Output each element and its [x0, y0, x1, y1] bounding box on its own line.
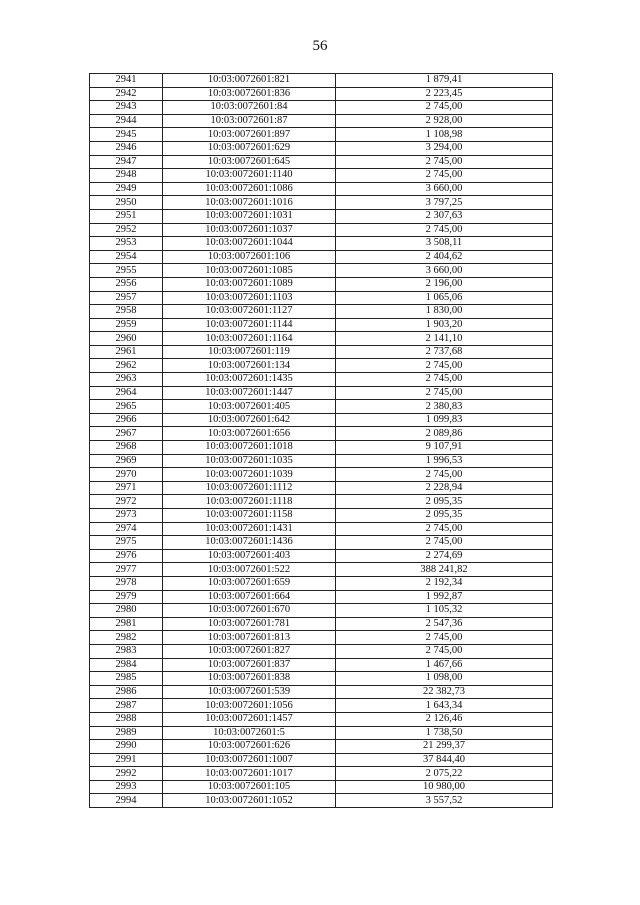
- value-cell: 1 992,87: [336, 590, 553, 604]
- value-cell: 37 844,40: [336, 753, 553, 767]
- value-cell: 1 098,00: [336, 672, 553, 686]
- row-number-cell: 2971: [90, 481, 163, 495]
- cadastral-number-cell: 10:03:0072601:1431: [163, 522, 336, 536]
- table-row: [90, 141, 553, 155]
- row-number-cell: 2942: [90, 87, 163, 101]
- cadastral-number-cell: 10:03:0072601:1158: [163, 509, 336, 523]
- cadastral-number-cell: 10:03:0072601:629: [163, 141, 336, 155]
- row-number-cell: 2948: [90, 169, 163, 183]
- row-number-cell: 2985: [90, 672, 163, 686]
- cadastral-number-cell: 10:03:0072601:522: [163, 563, 336, 577]
- cadastral-number-cell: 10:03:0072601:1018: [163, 441, 336, 455]
- row-number-cell: 2957: [90, 291, 163, 305]
- row-number-cell: 2988: [90, 712, 163, 726]
- value-cell: 2 274,69: [336, 549, 553, 563]
- cadastral-number-cell: 10:03:0072601:1044: [163, 237, 336, 251]
- value-cell: 2 095,35: [336, 495, 553, 509]
- value-cell: 3 660,00: [336, 264, 553, 278]
- cadastral-number-cell: 10:03:0072601:1127: [163, 305, 336, 319]
- row-number-cell: 2943: [90, 101, 163, 115]
- row-number-cell: 2944: [90, 114, 163, 128]
- row-number-cell: 2945: [90, 128, 163, 142]
- cadastral-number-cell: 10:03:0072601:84: [163, 101, 336, 115]
- value-cell: 3 557,52: [336, 794, 553, 808]
- value-cell: 1 108,98: [336, 128, 553, 142]
- row-number-cell: 2990: [90, 740, 163, 754]
- table-row: [90, 196, 553, 210]
- value-cell: 10 980,00: [336, 780, 553, 794]
- table-row: [90, 264, 553, 278]
- row-number-cell: 2955: [90, 264, 163, 278]
- cadastral-number-cell: 10:03:0072601:1017: [163, 767, 336, 781]
- value-cell: 1 903,20: [336, 318, 553, 332]
- table-row: [90, 590, 553, 604]
- value-cell: 2 745,00: [336, 373, 553, 387]
- value-cell: 2 547,36: [336, 617, 553, 631]
- value-cell: 2 089,86: [336, 427, 553, 441]
- table-row: [90, 753, 553, 767]
- table-row: [90, 699, 553, 713]
- row-number-cell: 2975: [90, 536, 163, 550]
- value-cell: 2 745,00: [336, 359, 553, 373]
- value-cell: 3 294,00: [336, 141, 553, 155]
- row-number-cell: 2967: [90, 427, 163, 441]
- row-number-cell: 2989: [90, 726, 163, 740]
- cadastral-number-cell: 10:03:0072601:642: [163, 413, 336, 427]
- table-row: [90, 427, 553, 441]
- table-row: [90, 101, 553, 115]
- row-number-cell: 2956: [90, 277, 163, 291]
- table-row: [90, 495, 553, 509]
- cadastral-number-cell: 10:03:0072601:405: [163, 400, 336, 414]
- row-number-cell: 2963: [90, 373, 163, 387]
- value-cell: 2 228,94: [336, 481, 553, 495]
- row-number-cell: 2961: [90, 345, 163, 359]
- value-cell: 2 745,00: [336, 155, 553, 169]
- table-row: [90, 740, 553, 754]
- table-row: [90, 291, 553, 305]
- value-cell: 2 737,68: [336, 345, 553, 359]
- row-number-cell: 2952: [90, 223, 163, 237]
- row-number-cell: 2981: [90, 617, 163, 631]
- cadastral-number-cell: 10:03:0072601:1447: [163, 386, 336, 400]
- value-cell: 1 105,32: [336, 604, 553, 618]
- table-row: [90, 712, 553, 726]
- table-row: [90, 114, 553, 128]
- row-number-cell: 2954: [90, 250, 163, 264]
- value-cell: 2 745,00: [336, 169, 553, 183]
- table-row: [90, 726, 553, 740]
- cadastral-number-cell: 10:03:0072601:838: [163, 672, 336, 686]
- table-row: [90, 454, 553, 468]
- table-row: [90, 794, 553, 808]
- row-number-cell: 2958: [90, 305, 163, 319]
- cadastral-number-cell: 10:03:0072601:670: [163, 604, 336, 618]
- cadastral-number-cell: 10:03:0072601:827: [163, 644, 336, 658]
- row-number-cell: 2986: [90, 685, 163, 699]
- row-number-cell: 2974: [90, 522, 163, 536]
- cadastral-number-cell: 10:03:0072601:626: [163, 740, 336, 754]
- row-number-cell: 2951: [90, 209, 163, 223]
- table-row: [90, 522, 553, 536]
- table-row: [90, 169, 553, 183]
- cadastral-number-cell: 10:03:0072601:837: [163, 658, 336, 672]
- row-number-cell: 2994: [90, 794, 163, 808]
- value-cell: 2 192,34: [336, 576, 553, 590]
- row-number-cell: 2984: [90, 658, 163, 672]
- table-row: [90, 400, 553, 414]
- cadastral-number-cell: 10:03:0072601:1037: [163, 223, 336, 237]
- value-cell: 2 095,35: [336, 509, 553, 523]
- row-number-cell: 2991: [90, 753, 163, 767]
- value-cell: 21 299,37: [336, 740, 553, 754]
- cadastral-number-cell: 10:03:0072601:1457: [163, 712, 336, 726]
- row-number-cell: 2968: [90, 441, 163, 455]
- page-number: 56: [312, 38, 328, 54]
- value-cell: 2 380,83: [336, 400, 553, 414]
- value-cell: 1 738,50: [336, 726, 553, 740]
- cadastral-number-cell: 10:03:0072601:1035: [163, 454, 336, 468]
- value-cell: 388 241,82: [336, 563, 553, 577]
- table-row: [90, 441, 553, 455]
- cadastral-number-cell: 10:03:0072601:1112: [163, 481, 336, 495]
- row-number-cell: 2966: [90, 413, 163, 427]
- row-number-cell: 2946: [90, 141, 163, 155]
- row-number-cell: 2983: [90, 644, 163, 658]
- row-number-cell: 2992: [90, 767, 163, 781]
- row-number-cell: 2972: [90, 495, 163, 509]
- value-cell: 2 126,46: [336, 712, 553, 726]
- cadastral-number-cell: 10:03:0072601:105: [163, 780, 336, 794]
- cadastral-number-cell: 10:03:0072601:1052: [163, 794, 336, 808]
- value-cell: 2 223,45: [336, 87, 553, 101]
- value-cell: 2 928,00: [336, 114, 553, 128]
- table-row: [90, 413, 553, 427]
- value-cell: 2 745,00: [336, 386, 553, 400]
- value-cell: 1 065,06: [336, 291, 553, 305]
- value-cell: 3 797,25: [336, 196, 553, 210]
- row-number-cell: 2979: [90, 590, 163, 604]
- table-row: [90, 318, 553, 332]
- cadastral-number-cell: 10:03:0072601:1118: [163, 495, 336, 509]
- row-number-cell: 2978: [90, 576, 163, 590]
- table-row: [90, 672, 553, 686]
- table-row: [90, 128, 553, 142]
- table-row: [90, 644, 553, 658]
- value-cell: 2 745,00: [336, 536, 553, 550]
- table-row: [90, 617, 553, 631]
- value-cell: 2 745,00: [336, 631, 553, 645]
- cadastral-number-cell: 10:03:0072601:659: [163, 576, 336, 590]
- cadastral-number-cell: 10:03:0072601:1144: [163, 318, 336, 332]
- table-row: [90, 250, 553, 264]
- cadastral-number-cell: 10:03:0072601:1007: [163, 753, 336, 767]
- cadastral-number-cell: 10:03:0072601:897: [163, 128, 336, 142]
- cadastral-number-cell: 10:03:0072601:1435: [163, 373, 336, 387]
- cadastral-number-cell: 10:03:0072601:119: [163, 345, 336, 359]
- table-row: [90, 74, 553, 88]
- table-body: [90, 74, 553, 808]
- row-number-cell: 2950: [90, 196, 163, 210]
- table-row: [90, 631, 553, 645]
- value-cell: 2 745,00: [336, 522, 553, 536]
- table-row: [90, 481, 553, 495]
- row-number-cell: 2964: [90, 386, 163, 400]
- value-cell: 1 996,53: [336, 454, 553, 468]
- table-row: [90, 237, 553, 251]
- value-cell: 2 745,00: [336, 644, 553, 658]
- table-row: [90, 209, 553, 223]
- value-cell: 1 643,34: [336, 699, 553, 713]
- table-row: [90, 223, 553, 237]
- row-number-cell: 2960: [90, 332, 163, 346]
- table-row: [90, 155, 553, 169]
- value-cell: 2 745,00: [336, 101, 553, 115]
- value-cell: 3 660,00: [336, 182, 553, 196]
- row-number-cell: 2941: [90, 74, 163, 88]
- cadastral-number-cell: 10:03:0072601:645: [163, 155, 336, 169]
- cadastral-number-cell: 10:03:0072601:1085: [163, 264, 336, 278]
- table-row: [90, 604, 553, 618]
- table-row: [90, 563, 553, 577]
- table-row: [90, 658, 553, 672]
- table-row: [90, 359, 553, 373]
- value-cell: 2 745,00: [336, 468, 553, 482]
- table-row: [90, 509, 553, 523]
- cadastral-number-cell: 10:03:0072601:656: [163, 427, 336, 441]
- table-row: [90, 332, 553, 346]
- row-number-cell: 2980: [90, 604, 163, 618]
- cadastral-number-cell: 10:03:0072601:1103: [163, 291, 336, 305]
- table-row: [90, 345, 553, 359]
- value-cell: 2 196,00: [336, 277, 553, 291]
- cadastral-number-cell: 10:03:0072601:1016: [163, 196, 336, 210]
- table-row: [90, 468, 553, 482]
- cadastral-number-cell: 10:03:0072601:106: [163, 250, 336, 264]
- table-row: [90, 536, 553, 550]
- table-row: [90, 386, 553, 400]
- cadastral-number-cell: 10:03:0072601:781: [163, 617, 336, 631]
- cadastral-number-cell: 10:03:0072601:539: [163, 685, 336, 699]
- value-cell: 2 404,62: [336, 250, 553, 264]
- cadastral-number-cell: 10:03:0072601:1164: [163, 332, 336, 346]
- row-number-cell: 2965: [90, 400, 163, 414]
- cadastral-number-cell: 10:03:0072601:1039: [163, 468, 336, 482]
- row-number-cell: 2993: [90, 780, 163, 794]
- cadastral-number-cell: 10:03:0072601:1086: [163, 182, 336, 196]
- row-number-cell: 2977: [90, 563, 163, 577]
- table-row: [90, 277, 553, 291]
- value-cell: 2 075,22: [336, 767, 553, 781]
- value-cell: 22 382,73: [336, 685, 553, 699]
- row-number-cell: 2953: [90, 237, 163, 251]
- row-number-cell: 2947: [90, 155, 163, 169]
- row-number-cell: 2969: [90, 454, 163, 468]
- row-number-cell: 2973: [90, 509, 163, 523]
- cadastral-number-cell: 10:03:0072601:403: [163, 549, 336, 563]
- value-cell: 2 307,63: [336, 209, 553, 223]
- value-cell: 1 467,66: [336, 658, 553, 672]
- value-cell: 2 141,10: [336, 332, 553, 346]
- cadastral-number-cell: 10:03:0072601:821: [163, 74, 336, 88]
- row-number-cell: 2962: [90, 359, 163, 373]
- cadastral-number-cell: 10:03:0072601:1436: [163, 536, 336, 550]
- cadastral-number-cell: 10:03:0072601:1140: [163, 169, 336, 183]
- table-row: [90, 685, 553, 699]
- row-number-cell: 2959: [90, 318, 163, 332]
- value-cell: 2 745,00: [336, 223, 553, 237]
- cadastral-table: [89, 73, 553, 808]
- cadastral-number-cell: 10:03:0072601:134: [163, 359, 336, 373]
- row-number-cell: 2987: [90, 699, 163, 713]
- row-number-cell: 2982: [90, 631, 163, 645]
- table-row: [90, 373, 553, 387]
- cadastral-number-cell: 10:03:0072601:1089: [163, 277, 336, 291]
- table-row: [90, 576, 553, 590]
- value-cell: 1 099,83: [336, 413, 553, 427]
- row-number-cell: 2970: [90, 468, 163, 482]
- value-cell: 1 830,00: [336, 305, 553, 319]
- table-row: [90, 87, 553, 101]
- cadastral-number-cell: 10:03:0072601:664: [163, 590, 336, 604]
- table-row: [90, 182, 553, 196]
- value-cell: 1 879,41: [336, 74, 553, 88]
- cadastral-number-cell: 10:03:0072601:836: [163, 87, 336, 101]
- cadastral-number-cell: 10:03:0072601:5: [163, 726, 336, 740]
- table-row: [90, 549, 553, 563]
- row-number-cell: 2949: [90, 182, 163, 196]
- cadastral-number-cell: 10:03:0072601:1056: [163, 699, 336, 713]
- row-number-cell: 2976: [90, 549, 163, 563]
- table-row: [90, 767, 553, 781]
- value-cell: 9 107,91: [336, 441, 553, 455]
- value-cell: 3 508,11: [336, 237, 553, 251]
- cadastral-number-cell: 10:03:0072601:813: [163, 631, 336, 645]
- cadastral-number-cell: 10:03:0072601:87: [163, 114, 336, 128]
- table-row: [90, 780, 553, 794]
- table-row: [90, 305, 553, 319]
- cadastral-number-cell: 10:03:0072601:1031: [163, 209, 336, 223]
